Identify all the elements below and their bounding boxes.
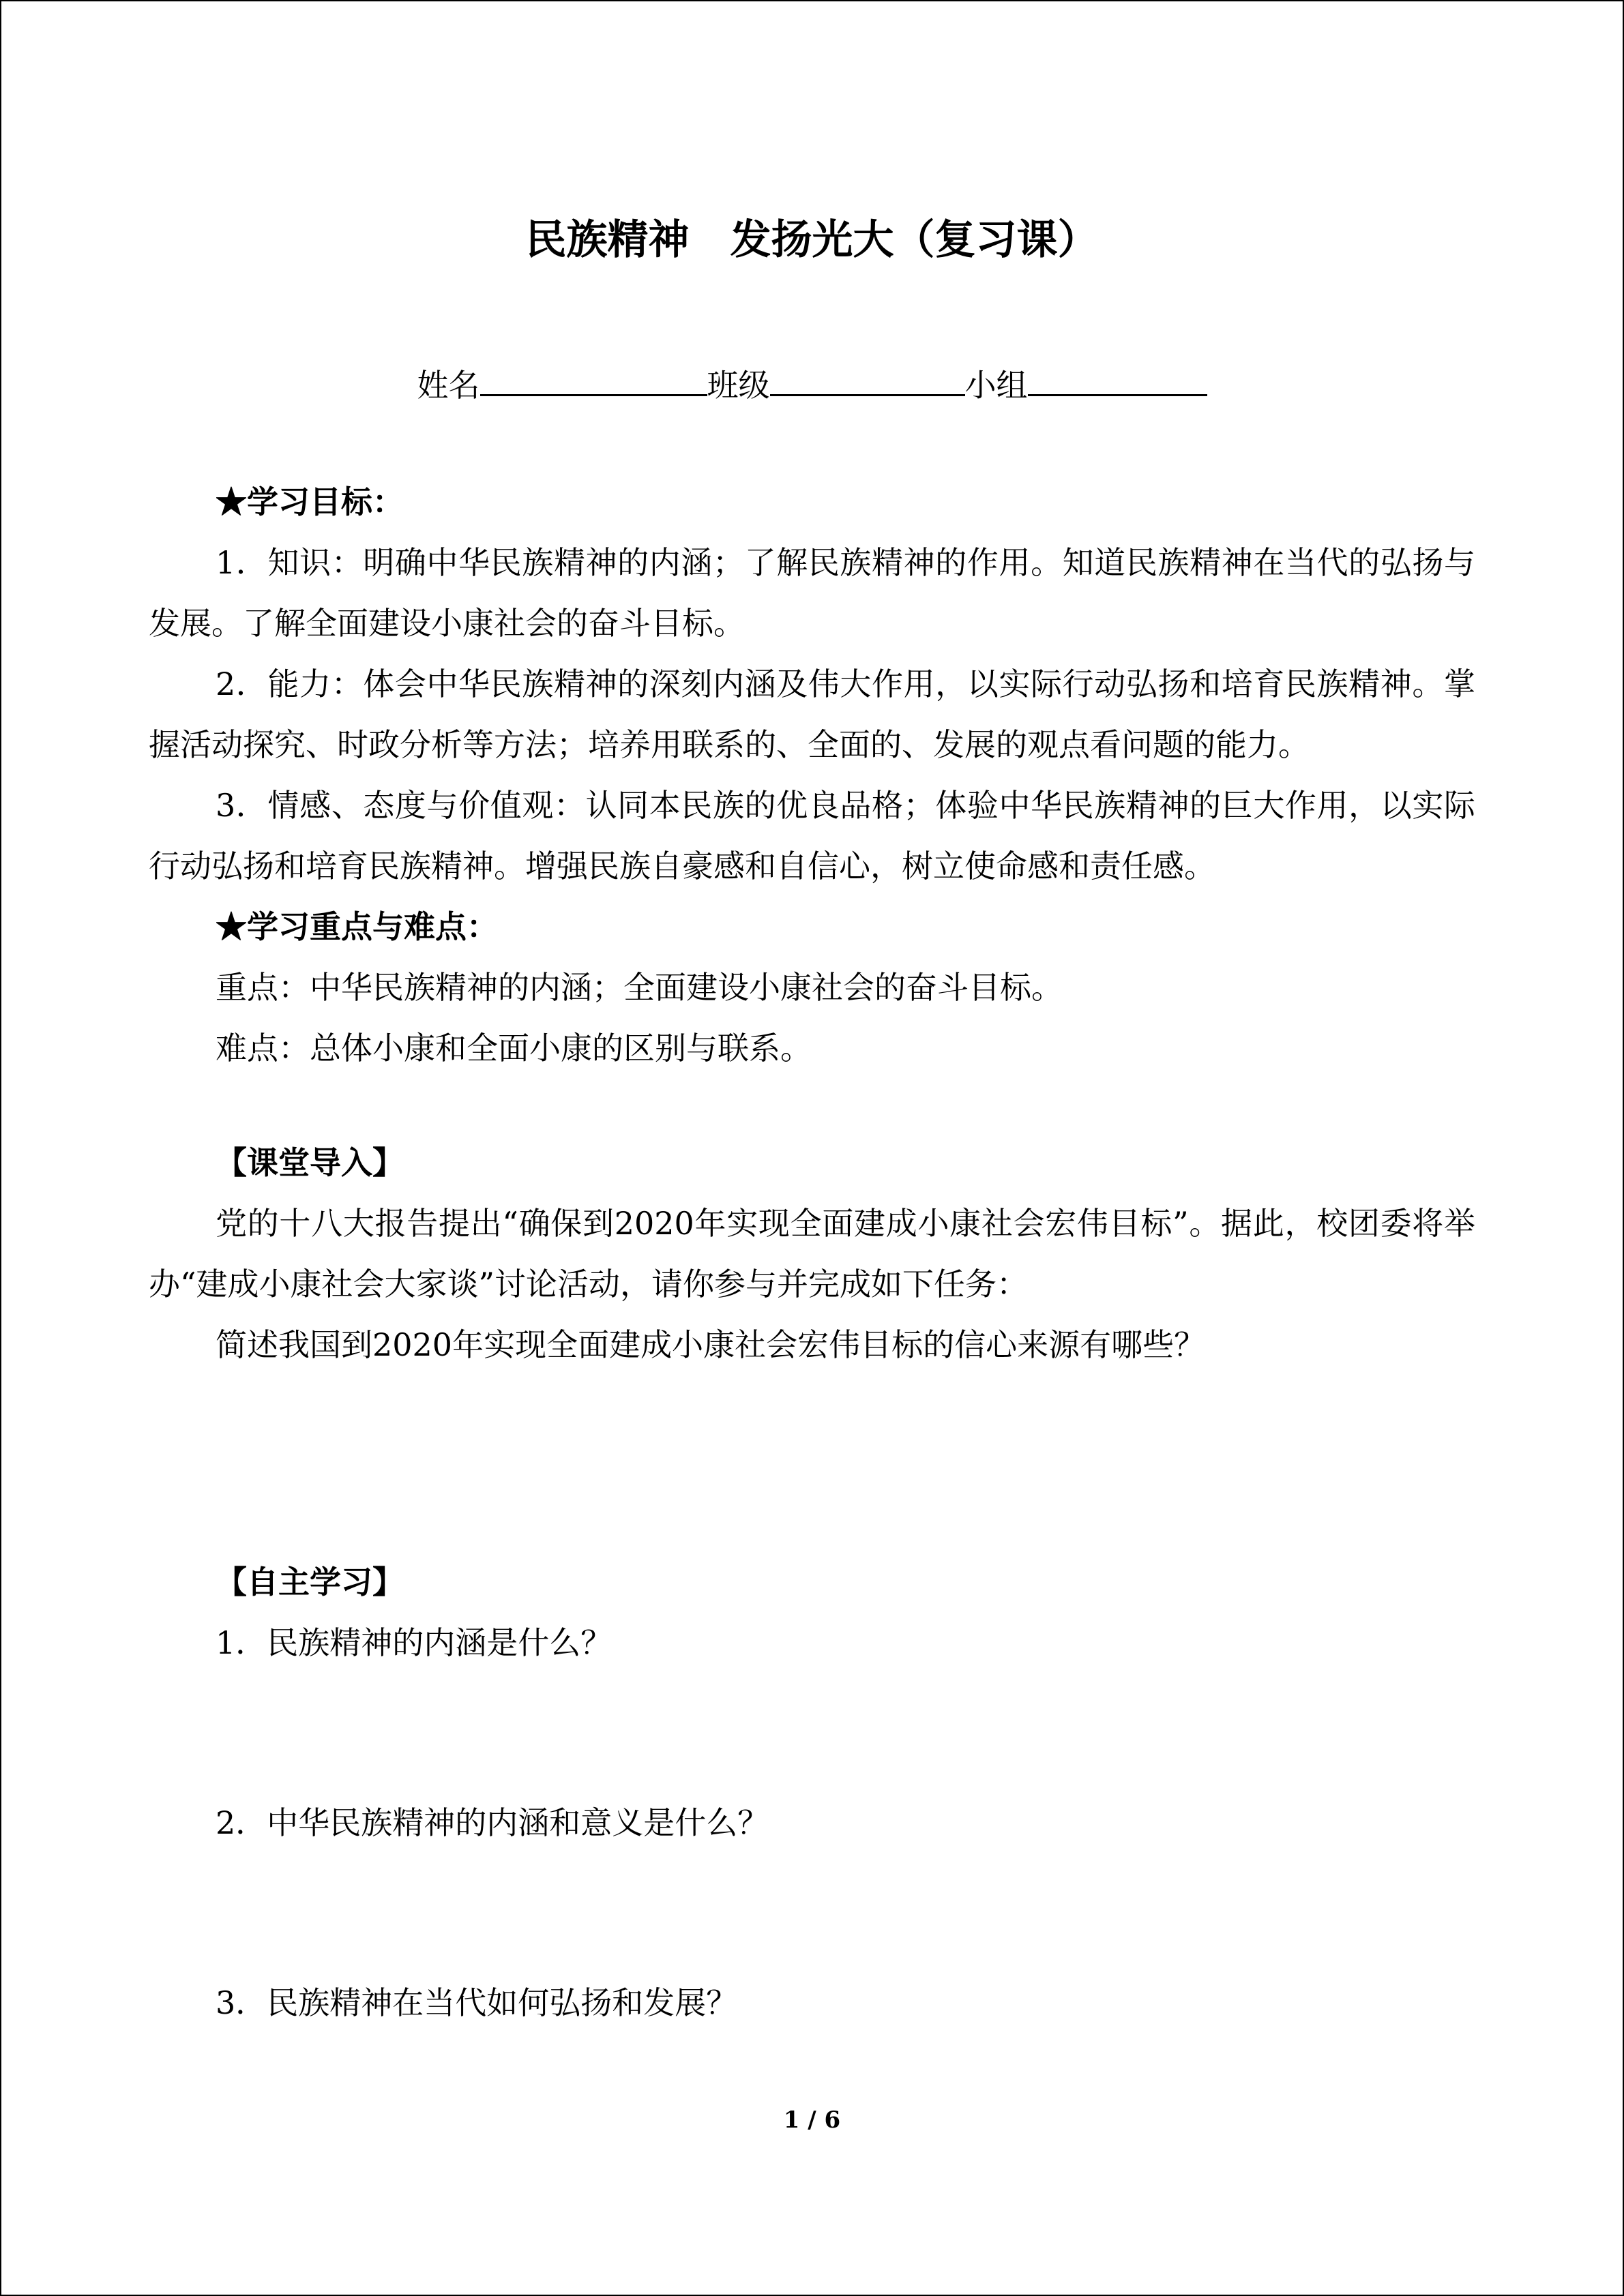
key-point-difficulty: 难点：总体小康和全面小康的区别与联系。 bbox=[216, 1030, 812, 1067]
self-study-question: 1．民族精神的内涵是什么？ bbox=[216, 1624, 612, 1661]
page-title: 民族精神 发扬光大（复习课） bbox=[525, 216, 1099, 264]
student-info-line bbox=[149, 359, 1475, 409]
self-study-heading: 【自主学习】 bbox=[216, 1564, 404, 1600]
name-blank[interactable] bbox=[480, 359, 707, 396]
intro-heading: 【课堂导入】 bbox=[216, 1144, 404, 1181]
self-study-question: 3．民族精神在当代如何弘扬和发展？ bbox=[216, 1984, 738, 2021]
intro-paragraph: 党的十八大报告提出“确保到2020年实现全面建成小康社会宏伟目标”。据此，校团委将举办“建成小康社会大家谈”讨论活动，请你参与并完成如下任务： bbox=[149, 1205, 1475, 1302]
self-study-question: 2．中华民族精神的内涵和意义是什么？ bbox=[216, 1804, 769, 1841]
key-points-heading: ★学习重点与难点： bbox=[216, 908, 498, 945]
objective-item-values: 3．情感、态度与价值观：认同本民族的优良品格；体验中华民族精神的巨大作用，以实际行动弘扬和培育民族精神。增强民族自豪感和自信心，树立使命感和责任感。 bbox=[149, 787, 1475, 884]
page-number: 1 / 6 bbox=[783, 2106, 841, 2134]
intro-question: 简述我国到2020年实现全面建成小康社会宏伟目标的信心来源有哪些？ bbox=[216, 1326, 1206, 1363]
objective-item-ability: 2．能力：体会中华民族精神的深刻内涵及伟大作用，以实际行动弘扬和培育民族精神。掌握活动探究、时政分析等方法；培养用联系的、全面的、发展的观点看问题的能力。 bbox=[149, 666, 1475, 763]
class-label: 班级 bbox=[707, 367, 770, 404]
group-blank[interactable] bbox=[1028, 359, 1207, 396]
group-label: 小组 bbox=[964, 367, 1028, 404]
objective-item-knowledge: 1．知识：明确中华民族精神的内涵；了解民族精神的作用。知道民族精神在当代的弘扬与发展。了解全面建设小康社会的奋斗目标。 bbox=[149, 544, 1475, 642]
class-blank[interactable] bbox=[770, 359, 965, 396]
name-label: 姓名 bbox=[417, 367, 480, 404]
key-point-focus: 重点：中华民族精神的内涵；全面建设小康社会的奋斗目标。 bbox=[216, 969, 1063, 1006]
objectives-heading: ★学习目标： bbox=[216, 483, 404, 520]
